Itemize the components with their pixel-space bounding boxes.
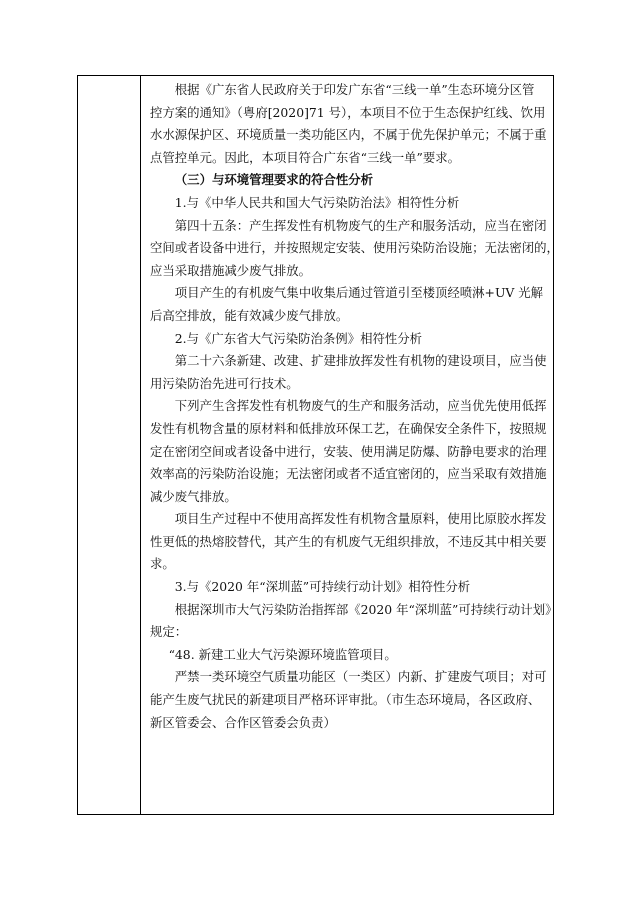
text-line: 性更低的热熔胶替代，其产生的有机废气无组织排放，不违反其中相关要 [150,533,547,549]
paragraph-article-45 [150,215,559,283]
text-line: （三）与环境管理要求的符合性分析 [174,172,374,188]
text-line: 发性有机物含量的原材料和低排放环保工艺，在确保安全条件下，按照规 [150,420,547,436]
table-content-cell [150,76,559,734]
text-line: 应当采取措施减少废气排放。 [150,262,312,278]
text-line: 根据《广东省人民政府关于印发广东省“三线一单”生态环境分区管 [174,82,535,97]
text-line: 2.与《广东省大气污染防治条例》相符性分析 [174,330,423,346]
subheading-air-pollution-law [150,192,547,215]
text-line: 3.与《2020 年“深圳蓝”可持续行动计划》相符性分析 [174,579,471,595]
paragraph-article-26 [150,350,547,395]
subheading-guangdong-regulation [150,328,547,351]
text-line: 项目产生的有机废气集中收集后通过管道引至楼顶经喷淋+UV 光解 [174,285,544,301]
subheading-shenzhen-blue [150,576,547,599]
text-line: 第四十五条：产生挥发性有机物废气的生产和服务活动，应当在密闭 [174,217,547,233]
text-line: 第二十六条新建、改建、扩建排放挥发性有机物的建设项目，应当使 [174,353,547,369]
text-line: 新区管委会、合作区管委会负责） [150,714,336,730]
text-line: 效率高的污染防治设施；无法密闭或者不适宜密闭的，应当采取有效措施 [150,466,547,482]
text-line: 规定： [150,624,188,640]
paragraph-project-materials [150,508,547,576]
text-line: 定在密闭空间或者设备中进行，安装、使用满足防爆、防静电要求的治理 [150,443,547,459]
text-line: 后高空排放，能有效减少废气排放。 [150,307,349,323]
text-line: 水水源保护区、环境质量一类功能区内，不属于优先保护单元；不属于重 [150,127,547,143]
paragraph-item-48 [150,644,547,667]
text-line: 根据深圳市大气污染防治指挥部《2020 年“深圳蓝”可持续行动计划》 [174,601,558,617]
document-table [77,75,559,815]
text-line: 1.与《中华人民共和国大气污染防治法》相符性分析 [174,194,460,210]
paragraph-prohibition [150,666,547,734]
paragraph-shenzhen-command [150,599,558,644]
table-label-column [78,76,141,814]
paragraph-three-lines-one-list [150,79,547,169]
text-line: “48. 新建工业大气污染源环境监管项目。 [168,646,397,662]
paragraph-project-exhaust [150,282,547,327]
text-line: 项目生产过程中不使用高挥发性有机物含量原料，使用比原胶水挥发 [174,511,547,527]
text-line: 下列产生含挥发性有机物废气的生产和服务活动，应当优先使用低挥 [174,398,547,414]
text-line: 能产生废气扰民的新建项目严格环评审批。（市生态环境局，各区政府、 [150,692,541,708]
text-line: 减少废气排放。 [150,488,237,504]
text-line: 点管控单元。因此，本项目符合广东省“三线一单”要求。 [150,149,461,165]
paragraph-voc-activities [150,395,547,508]
text-line: 控方案的通知》（粤府[2020]71 号），本项目不位于生态保护红线、饮用 [150,104,546,120]
text-line: 空间或者设备中进行，并按照规定安装、使用污染防治设施；无法密闭的， [150,240,559,256]
text-line: 用污染防治先进可行技术。 [150,375,299,391]
text-line: 求。 [150,556,175,572]
text-line: 严禁一类环境空气质量功能区（一类区）内新、扩建废气项目；对可 [174,669,547,685]
section-heading [150,169,547,192]
